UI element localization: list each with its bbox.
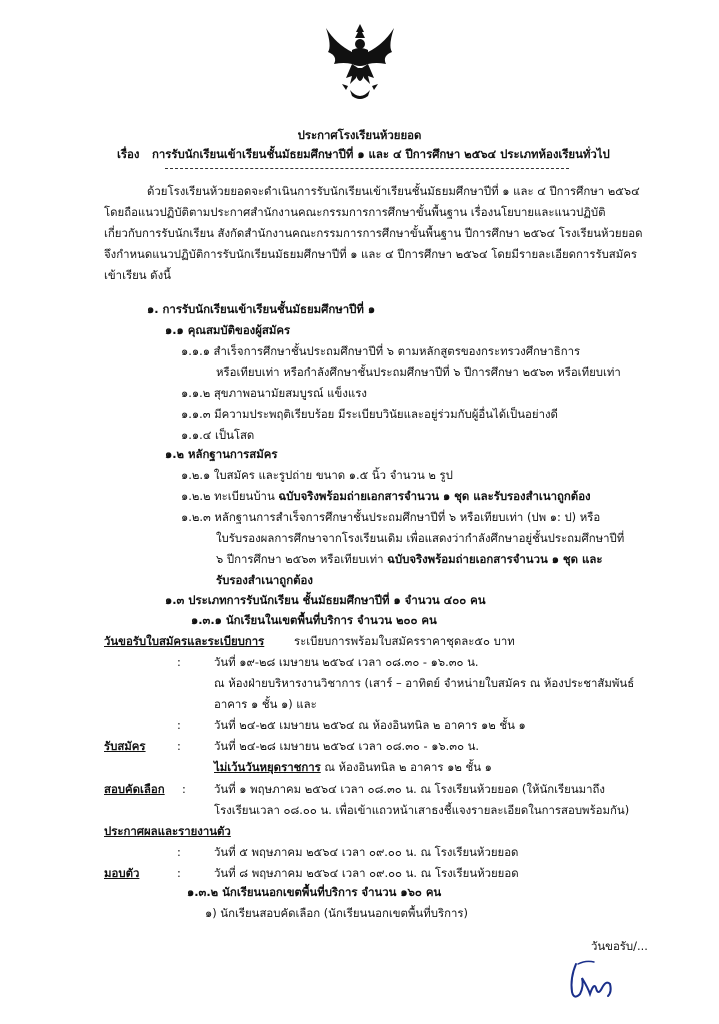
evidence-3-line-3 <box>216 551 602 567</box>
qualifications-title: ๑.๑ คุณสมบัติของผู้สมัคร <box>165 323 291 337</box>
apply-note-underlined: ไม่เว้นวันหยุดราชการ <box>214 760 321 774</box>
header-divider <box>165 168 569 169</box>
apply-date: วันที่ ๒๔-๒๘ เมษายน ๒๕๖๔ เวลา ๐๘.๓๐ - ๑๖.๓๐ น. <box>214 739 480 753</box>
report-label: มอบตัว <box>104 866 140 880</box>
out-area-title: ๑.๓.๒ นักเรียนนอกเขตพื้นที่บริการ จำนวน ๑๖๐ คน <box>187 885 442 899</box>
colon-5: : <box>177 845 181 859</box>
colon-6: : <box>177 866 181 880</box>
form-date-2: วันที่ ๒๔-๒๕ เมษายน ๒๕๖๔ ณ ห้องอินทนิล ๒ อาคาร ๑๒ ชั้น ๑ <box>214 718 526 732</box>
qualification-1-line-2: หรือเทียบเท่า หรือกำลังศึกษาชั้นประถมศึกษาปีที่ ๖ ปีการศึกษา ๒๕๖๓ หรือเทียบเท่า <box>216 365 621 379</box>
qualification-1-line-1: ๑.๑.๑ สำเร็จการศึกษาชั้นประถมศึกษาปีที่ ๖ ตามหลักสูตรของกระทรวงศึกษาธิการ <box>181 344 581 358</box>
intro-line-1: ด้วยโรงเรียนห้วยยอดจะดำเนินการรับนักเรียนเข้าเรียนชั้นมัธยมศึกษาปีที่ ๑ และ ๔ ปีการศึกษา ๒๕๖๔ <box>147 184 640 198</box>
intro-line-4: จึงกำหนดแนวปฏิบัติการรับนักเรียนมัธยมศึกษาปีที่ ๑ และ ๔ ปีการศึกษา ๒๕๖๔ โดยมีรายละเอียดการรับสมัคร <box>104 247 637 261</box>
colon-1: : <box>177 655 181 669</box>
evidence-3-line-2: ใบรับรองผลการศึกษาจากโรงเรียนเดิม เพื่อแสดงว่ากำลังศึกษาอยู่ชั้นประถมศึกษาปีที่ <box>216 531 625 545</box>
form-place-line-2: อาคาร ๑ ชั้น ๑) และ <box>214 697 317 711</box>
admission-title: ๑.๓ ประเภทการรับนักเรียน ชั้นมัธยมศึกษาปีที่ ๑ จำนวน ๔๐๐ คน <box>165 593 486 607</box>
intro-line-2: โดยถือแนวปฏิบัติตามประกาศสำนักงานคณะกรรมการการศึกษาขั้นพื้นฐาน เรื่องนโยบายและแนวปฏิบัติ <box>104 205 606 219</box>
form-place-line-1: ณ ห้องฝ่ายบริหารงานวิชาการ (เสาร์ – อาทิตย์ จำหน่ายใบสมัคร ณ ห้องประชาสัมพันธ์ <box>214 676 635 690</box>
garuda-emblem-icon <box>322 22 398 102</box>
exam-line-1: วันที่ ๑ พฤษภาคม ๒๕๖๔ เวลา ๐๘.๓๐ น. ณ โรงเรียนห้วยยอด (ให้นักเรียนมาถึง <box>214 782 605 796</box>
colon-2: : <box>177 718 181 732</box>
evidence-3-line-4: รับรองสำเนาถูกต้อง <box>216 573 313 587</box>
evidence-3-line-1: ๑.๒.๓ หลักฐานการสำเร็จการศึกษาชั้นประถมศึกษาปีที่ ๖ หรือเทียบเท่า (ปพ ๑: ป) หรือ <box>181 510 601 524</box>
result-label: ประกาศผลและรายงานตัว <box>104 824 231 838</box>
subject-text: การรับนักเรียนเข้าเรียนชั้นมัธยมศึกษาปีที่ ๑ และ ๔ ปีการศึกษา ๒๕๖๔ ประเภทห้องเรียนทั่วไป <box>152 147 610 161</box>
in-area-title: ๑.๓.๑ นักเรียนในเขตพื้นที่บริการ จำนวน ๒๐๐ คน <box>191 613 437 627</box>
report-date: วันที่ ๘ พฤษภาคม ๒๕๖๔ เวลา ๐๙.๐๐ น. ณ โรงเรียนห้วยยอด <box>214 866 519 880</box>
continued-marker: วันขอรับ/... <box>591 939 648 953</box>
form-label: วันขอรับใบสมัครและระเบียบการ <box>104 634 265 648</box>
evidence-title: ๑.๒ หลักฐานการสมัคร <box>165 447 278 461</box>
exam-line-2: โรงเรียนเวลา ๐๘.๐๐ น. เพื่อเข้าแถวหน้าเสาธงชี้แจงรายละเอียดในการสอบพร้อมกัน) <box>214 803 630 817</box>
result-date: วันที่ ๕ พฤษภาคม ๒๕๖๔ เวลา ๐๙.๐๐ น. ณ โรงเรียนห้วยยอด <box>214 845 519 859</box>
intro-line-3: เกี่ยวกับการรับนักเรียน สังกัดสำนักงานคณะกรรมการการศึกษาขั้นพื้นฐาน ปีการศึกษา ๒๕๖๔ โรงเรียนห้วยยอด <box>104 226 643 240</box>
evidence-3-line-3-bold: ฉบับจริงพร้อมถ่ายเอกสารจำนวน ๑ ชุด และ <box>387 552 603 566</box>
evidence-2-prefix: ๑.๒.๒ ทะเบียนบ้าน <box>181 489 275 503</box>
subject-prefix: เรื่อง <box>117 147 140 161</box>
apply-label: รับสมัคร <box>104 739 146 753</box>
apply-note <box>214 759 492 775</box>
qualification-2: ๑.๑.๒ สุขภาพอนามัยสมบูรณ์ แข็งแรง <box>181 386 367 400</box>
announcement-title: ประกาศโรงเรียนห้วยยอด <box>297 128 422 142</box>
colon-4: : <box>182 782 186 796</box>
evidence-3-line-3-prefix: ๖ ปีการศึกษา ๒๕๖๓ หรือเทียบเท่า <box>216 552 384 566</box>
qualification-3: ๑.๑.๓ มีความประพฤติเรียบร้อย มีระเบียบวินัยและอยู่ร่วมกับผู้อื่นได้เป็นอย่างดี <box>181 407 558 421</box>
evidence-1: ๑.๒.๑ ใบสมัคร และรูปถ่าย ขนาด ๑.๕ นิ้ว จำนวน ๒ รูป <box>181 468 453 482</box>
qualification-4: ๑.๑.๔ เป็นโสด <box>181 428 255 442</box>
apply-note-rest: ณ ห้องอินทนิล ๒ อาคาร ๑๒ ชั้น ๑ <box>324 760 492 774</box>
intro-line-5: เข้าเรียน ดังนี้ <box>104 268 171 282</box>
out-area-sub: ๑) นักเรียนสอบคัดเลือก (นักเรียนนอกเขตพื้นที่บริการ) <box>205 906 468 920</box>
signature-initials-icon <box>566 958 616 1002</box>
form-text: ระเบียบการพร้อมใบสมัครราคาชุดละ๕๐ บาท <box>294 634 515 648</box>
section-1-title: ๑. การรับนักเรียนเข้าเรียนชั้นมัธยมศึกษาปีที่ ๑ <box>147 302 376 316</box>
evidence-2 <box>181 488 591 504</box>
colon-3: : <box>177 739 181 753</box>
evidence-2-bold: ฉบับจริงพร้อมถ่ายเอกสารจำนวน ๑ ชุด และรับรองสำเนาถูกต้อง <box>278 489 591 503</box>
form-date-1: วันที่ ๑๙-๒๘ เมษายน ๒๕๖๔ เวลา ๐๘.๓๐ - ๑๖.๓๐ น. <box>214 655 479 669</box>
exam-label: สอบคัดเลือก <box>104 782 165 796</box>
